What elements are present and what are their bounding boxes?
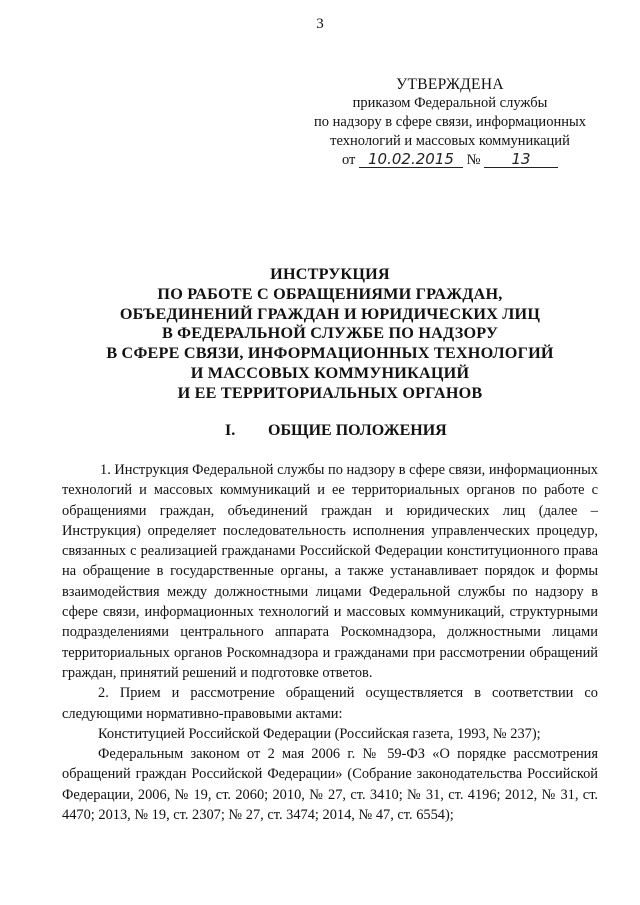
paragraph: Федеральным законом от 2 мая 2006 г. № 59-ФЗ «О порядке рассмотрения обращений граждан Российской Федерации» (Собрание законодательства Российской Федерации, 2006, № 19, ст. 2060; 2010, № 27, ст. 3410; № 31, ст. 4196; 2012, № 31, ст. 4470; 2013, № 19, ст. 2307; № 27, ст. 3474; 2014, № 47, ст. 6554); [62, 746, 598, 824]
title-line: ИНСТРУКЦИЯ [270, 265, 390, 283]
paragraph: Конституцией Российской Федерации (Российская газета, 1993, № 237); [98, 725, 541, 742]
document-body [62, 460, 598, 825]
section-title: ОБЩИЕ ПОЛОЖЕНИЯ [268, 422, 447, 439]
title-line: ПО РАБОТЕ С ОБРАЩЕНИЯМИ ГРАЖДАН, [157, 284, 503, 303]
approval-date-line [300, 151, 600, 170]
approval-line-2: по надзору в сфере связи, информационных [314, 114, 586, 130]
approval-line-1: приказом Федеральной службы [352, 95, 548, 111]
title-line: В СФЕРЕ СВЯЗИ, ИНФОРМАЦИОННЫХ ТЕХНОЛОГИЙ [106, 344, 554, 363]
number-sign: № [466, 152, 481, 168]
approval-heading: УТВЕРЖДЕНА [396, 76, 504, 93]
handwritten-date: 10.02.2015 [359, 152, 463, 168]
title-line: И МАССОВЫХ КОММУНИКАЦИЙ [190, 363, 470, 382]
title-line: В ФЕДЕРАЛЬНОЙ СЛУЖБЕ ПО НАДЗОРУ [161, 324, 499, 343]
paragraph: 1. Инструкция Федеральной службы по надзору в сфере связи, информационных технологий и массовых коммуникаций и ее территориальных органов по работе с обращениями граждан, объединений граждан и юридических лиц (далее – Инструкция) определяет последовательность исполнения управленческих процедур, связанных с реализацией гражданами Российской Федерации конституционного права на обращение в государственные органы, а также устанавливает порядок и формы взаимодействия между должностными лицами Федеральной службы по надзору в сфере связи, информационных технологий и массовых коммуникаций, структурными подразделениями центрального аппарата Роскомнадзора, должностными лицами территориальных органов Роскомнадзора и гражданами при рассмотрении обращений граждан, принятий решений и подготовке ответов. [62, 462, 598, 681]
approval-line-3: технологий и массовых коммуникаций [330, 133, 570, 149]
document-title [60, 265, 600, 404]
title-line: ОБЪЕДИНЕНИЙ ГРАЖДАН И ЮРИДИЧЕСКИХ ЛИЦ [119, 304, 541, 323]
date-prefix: от [341, 152, 356, 168]
approval-stamp [300, 75, 600, 170]
handwritten-number: 13 [484, 152, 558, 168]
paragraph: 2. Прием и рассмотрение обращений осуществляется в соответствии со следующими нормативно-правовыми актами: [62, 685, 598, 722]
section-numeral: I. [225, 422, 236, 439]
title-line: И ЕЕ ТЕРРИТОРИАЛЬНЫХ ОРГАНОВ [177, 383, 483, 402]
page-number: 3 [316, 16, 324, 32]
